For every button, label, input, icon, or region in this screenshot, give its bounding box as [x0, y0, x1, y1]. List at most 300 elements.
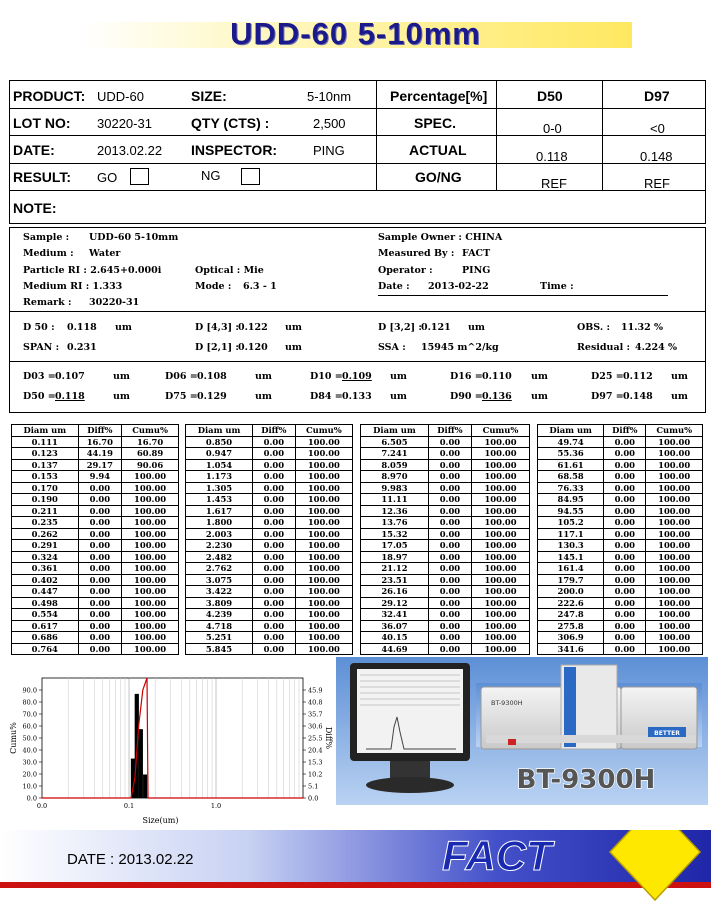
y-tick-label: 60.0	[22, 722, 37, 731]
product-value: UDD-60	[97, 89, 144, 104]
table-cell: 2.762	[186, 563, 253, 575]
date-value-report: 2013-02-22	[428, 281, 489, 292]
optical: Optical : Mie	[195, 265, 264, 276]
table-cell: 0.00	[428, 494, 471, 506]
analysis-report	[9, 227, 706, 413]
p-d50-label: D50 =	[23, 391, 56, 402]
table-cell: 0.262	[12, 528, 79, 540]
table-cell: 0.00	[428, 448, 471, 460]
table-row	[361, 551, 530, 563]
table-cell: 0.00	[604, 609, 646, 621]
table-cell: 9.983	[361, 482, 429, 494]
table-cell: 0.00	[428, 505, 471, 517]
table-cell: 0.00	[604, 551, 646, 563]
y-tick-label: 50.0	[22, 734, 37, 743]
fact-logo: FACT	[442, 832, 552, 879]
table-cell: 0.00	[253, 540, 296, 552]
table-cell: 49.74	[538, 436, 604, 448]
page-title: UDD-60 5-10mm	[230, 16, 481, 51]
column-header: Diff%	[604, 425, 646, 437]
table-cell: 0.00	[428, 528, 471, 540]
table-cell: 0.00	[253, 528, 296, 540]
table-row	[12, 448, 179, 460]
product-label: PRODUCT:	[13, 88, 86, 104]
table-cell: 0.00	[253, 563, 296, 575]
table-row	[186, 597, 353, 609]
y2-tick-label: 30.6	[308, 722, 323, 731]
table-row	[12, 563, 179, 575]
table-cell: 0.00	[428, 551, 471, 563]
device-model-small: BT-9300H	[491, 699, 523, 707]
table-cell: 84.95	[538, 494, 604, 506]
table-cell: 0.235	[12, 517, 79, 529]
unit: um	[671, 371, 688, 382]
table-row	[12, 632, 179, 644]
table-cell: 0.498	[12, 597, 79, 609]
p-d06-label: D06 =	[165, 371, 198, 382]
table-cell: 0.00	[604, 471, 646, 483]
table-cell: 100.00	[122, 505, 179, 517]
table-row	[186, 448, 353, 460]
y2-tick-label: 0.0	[308, 794, 319, 803]
table-cell: 5.251	[186, 632, 253, 644]
p-d16-label: D16 =	[450, 371, 483, 382]
table-row	[361, 632, 530, 644]
table-cell: 0.947	[186, 448, 253, 460]
table-cell: 0.190	[12, 494, 79, 506]
table-cell: 1.617	[186, 505, 253, 517]
table-row	[361, 574, 530, 586]
table-row	[186, 471, 353, 483]
table-cell: 0.00	[253, 436, 296, 448]
table-cell: 18.97	[361, 551, 429, 563]
p-d10-value: 0.109	[342, 371, 372, 382]
table-cell: 21.12	[361, 563, 429, 575]
table-cell: 12.36	[361, 505, 429, 517]
table-row	[538, 586, 703, 598]
table-cell: 0.00	[604, 436, 646, 448]
table-cell: 100.00	[295, 448, 352, 460]
table-cell: 200.0	[538, 586, 604, 598]
table-cell: 100.00	[472, 448, 530, 460]
y-tick-label: 90.0	[22, 686, 37, 695]
p-d16-value: 0.110	[482, 371, 512, 382]
table-row	[12, 609, 179, 621]
mode-value: 6.3 - 1	[243, 281, 277, 292]
table-cell: 0.00	[428, 517, 471, 529]
table-cell: 100.00	[122, 494, 179, 506]
table-row	[538, 551, 703, 563]
table-row	[12, 574, 179, 586]
table-cell: 100.00	[472, 528, 530, 540]
y-tick-label: 70.0	[22, 710, 37, 719]
p-d25-label: D25 =	[591, 371, 624, 382]
table-row	[186, 459, 353, 471]
table-cell: 8.059	[361, 459, 429, 471]
table-cell: 0.00	[253, 551, 296, 563]
header-row-divider	[10, 108, 705, 109]
unit: um	[671, 391, 688, 402]
table-cell: 4.718	[186, 620, 253, 632]
actual-d97: 0.148	[640, 149, 673, 164]
d97-header: D97	[644, 88, 670, 104]
ref-d50: REF	[541, 176, 567, 191]
table-cell: 100.00	[646, 597, 703, 609]
table-cell: 13.76	[361, 517, 429, 529]
unit: um	[255, 371, 272, 382]
table-cell: 6.505	[361, 436, 429, 448]
table-cell: 0.686	[12, 632, 79, 644]
sample-value: UDD-60 5-10mm	[89, 232, 179, 243]
header-col-divider	[376, 81, 377, 190]
size-table-3	[360, 424, 530, 655]
unit: um	[113, 391, 130, 402]
table-cell: 100.00	[122, 517, 179, 529]
report-rule	[378, 295, 668, 296]
table-cell: 100.00	[646, 436, 703, 448]
table-cell: 100.00	[122, 597, 179, 609]
table-row	[538, 563, 703, 575]
table-cell: 0.170	[12, 482, 79, 494]
mode-label: Mode :	[195, 281, 232, 292]
ng-checkbox[interactable]	[241, 168, 260, 185]
p-d10-label: D10 =	[310, 371, 343, 382]
table-cell: 0.00	[253, 517, 296, 529]
y-axis-label: Cumu%	[9, 722, 18, 754]
table-cell: 100.00	[646, 643, 703, 655]
table-row	[186, 551, 353, 563]
table-cell: 17.05	[361, 540, 429, 552]
table-row	[361, 459, 530, 471]
table-cell: 0.00	[604, 517, 646, 529]
table-row	[186, 517, 353, 529]
ref-d97: REF	[644, 176, 670, 191]
table-cell: 100.00	[122, 563, 179, 575]
date-label-report: Date :	[378, 281, 410, 292]
table-cell: 0.00	[604, 620, 646, 632]
table-cell: 161.4	[538, 563, 604, 575]
column-header: Cumu%	[646, 425, 703, 437]
table-row	[361, 482, 530, 494]
operator-value: PING	[462, 265, 491, 276]
go-checkbox[interactable]	[130, 168, 149, 185]
table-cell: 0.00	[253, 609, 296, 621]
table-cell: 100.00	[122, 632, 179, 644]
y2-tick-label: 10.2	[308, 770, 323, 779]
table-cell: 100.00	[295, 632, 352, 644]
y-tick-label: 80.0	[22, 698, 37, 707]
table-cell: 0.850	[186, 436, 253, 448]
result-label: RESULT:	[13, 169, 72, 185]
span-label: SPAN :	[23, 342, 60, 353]
table-row	[12, 586, 179, 598]
column-header: Diff%	[428, 425, 471, 437]
table-cell: 2.482	[186, 551, 253, 563]
table-cell: 0.00	[78, 505, 122, 517]
y2-tick-label: 15.3	[308, 758, 323, 767]
table-cell: 100.00	[646, 540, 703, 552]
table-cell: 247.8	[538, 609, 604, 621]
table-cell: 100.00	[122, 609, 179, 621]
table-cell: 100.00	[472, 563, 530, 575]
table-cell: 0.00	[604, 632, 646, 644]
footer-date: DATE : 2013.02.22	[67, 851, 194, 868]
table-cell: 44.69	[361, 643, 429, 655]
y2-tick-label: 40.8	[308, 698, 323, 707]
table-cell: 100.00	[646, 551, 703, 563]
table-cell: 0.00	[253, 620, 296, 632]
table-cell: 0.00	[78, 632, 122, 644]
table-row	[12, 471, 179, 483]
table-cell: 0.324	[12, 551, 79, 563]
table-cell: 2.003	[186, 528, 253, 540]
table-cell: 36.07	[361, 620, 429, 632]
table-cell: 0.00	[253, 459, 296, 471]
p-d97-label: D97 =	[591, 391, 624, 402]
table-row	[186, 563, 353, 575]
table-cell: 1.800	[186, 517, 253, 529]
remark-label: Remark :	[23, 297, 72, 308]
table-cell: 0.00	[253, 632, 296, 644]
d50-header: D50	[537, 88, 563, 104]
y2-tick-label: 45.9	[308, 686, 323, 695]
table-cell: 100.00	[472, 643, 530, 655]
table-cell: 0.00	[78, 551, 122, 563]
operator-label: Operator :	[378, 265, 433, 276]
p-d97-value: 0.148	[623, 391, 653, 402]
residual-label: Residual :	[577, 342, 631, 353]
d21-value: 0.120	[238, 342, 268, 353]
table-cell: 0.123	[12, 448, 79, 460]
table-cell: 100.00	[295, 643, 352, 655]
table-cell: 179.7	[538, 574, 604, 586]
table-row	[361, 448, 530, 460]
table-cell: 0.00	[428, 563, 471, 575]
d32-value: 0.121	[421, 322, 451, 333]
instrument-label: BT-9300H	[516, 765, 656, 795]
table-cell: 9.94	[78, 471, 122, 483]
table-cell: 100.00	[472, 517, 530, 529]
unit: um	[531, 391, 548, 402]
table-cell: 0.00	[78, 586, 122, 598]
table-cell: 0.00	[604, 540, 646, 552]
table-header-row	[12, 425, 179, 437]
table-row	[186, 494, 353, 506]
column-header: Cumu%	[122, 425, 179, 437]
table-cell: 0.00	[604, 597, 646, 609]
lot-label: LOT NO:	[13, 115, 71, 131]
table-cell: 0.153	[12, 471, 79, 483]
table-cell: 100.00	[295, 471, 352, 483]
table-row	[538, 528, 703, 540]
table-cell: 0.00	[604, 563, 646, 575]
table-cell: 0.00	[428, 632, 471, 644]
p-d03-label: D03 =	[23, 371, 56, 382]
table-row	[361, 436, 530, 448]
table-cell: 100.00	[646, 459, 703, 471]
unit: um	[113, 371, 130, 382]
table-cell: 100.00	[122, 586, 179, 598]
table-cell: 4.239	[186, 609, 253, 621]
table-cell: 16.70	[122, 436, 179, 448]
table-row	[538, 643, 703, 655]
table-cell: 100.00	[472, 597, 530, 609]
table-cell: 0.447	[12, 586, 79, 598]
table-cell: 117.1	[538, 528, 604, 540]
p-d25-value: 0.112	[623, 371, 653, 382]
table-cell: 0.00	[253, 505, 296, 517]
table-cell: 100.00	[472, 632, 530, 644]
medium-ri: Medium RI : 1.333	[23, 281, 123, 292]
table-cell: 0.00	[604, 528, 646, 540]
p-d84-label: D84 =	[310, 391, 343, 402]
table-cell: 100.00	[646, 632, 703, 644]
table-cell: 0.211	[12, 505, 79, 517]
y2-tick-label: 25.5	[308, 734, 323, 743]
residual-value: 4.224 %	[635, 342, 678, 353]
table-cell: 100.00	[295, 505, 352, 517]
time-label: Time :	[540, 281, 574, 292]
table-cell: 100.00	[472, 494, 530, 506]
table-cell: 0.00	[253, 448, 296, 460]
lot-value: 30220-31	[97, 116, 152, 131]
table-cell: 100.00	[122, 540, 179, 552]
table-row	[12, 517, 179, 529]
go-label: GO	[97, 170, 118, 185]
table-cell: 0.00	[78, 597, 122, 609]
table-cell: 0.00	[78, 609, 122, 621]
table-cell: 100.00	[646, 482, 703, 494]
table-cell: 0.00	[604, 574, 646, 586]
ssa-label: SSA :	[378, 342, 406, 353]
table-cell: 0.00	[253, 494, 296, 506]
sample-owner: Sample Owner : CHINA	[378, 232, 503, 243]
table-row	[361, 505, 530, 517]
table-cell: 100.00	[646, 563, 703, 575]
table-header-row	[538, 425, 703, 437]
table-cell: 3.075	[186, 574, 253, 586]
table-cell: 100.00	[472, 459, 530, 471]
qty-value: 2,500	[313, 116, 346, 131]
table-row	[361, 609, 530, 621]
table-row	[361, 471, 530, 483]
table-cell: 55.36	[538, 448, 604, 460]
inspector-label: INSPECTOR:	[191, 142, 278, 158]
table-cell: 0.00	[604, 643, 646, 655]
ng-label: NG	[201, 168, 221, 183]
table-cell: 0.00	[78, 540, 122, 552]
table-cell: 275.8	[538, 620, 604, 632]
column-header: Diam um	[12, 425, 79, 437]
table-cell: 0.00	[253, 574, 296, 586]
table-row	[361, 528, 530, 540]
table-cell: 1.453	[186, 494, 253, 506]
table-cell: 44.19	[78, 448, 122, 460]
table-cell: 40.15	[361, 632, 429, 644]
table-cell: 0.00	[604, 482, 646, 494]
size-label: SIZE:	[191, 88, 227, 104]
diamond-logo-icon	[610, 830, 700, 900]
table-row	[186, 436, 353, 448]
unit: um	[390, 371, 407, 382]
table-cell: 26.16	[361, 586, 429, 598]
table-row	[186, 574, 353, 586]
percentage-label: Percentage[%]	[390, 88, 488, 104]
table-row	[12, 528, 179, 540]
table-cell: 0.00	[78, 574, 122, 586]
table-cell: 15.32	[361, 528, 429, 540]
table-cell: 100.00	[122, 471, 179, 483]
table-cell: 100.00	[295, 620, 352, 632]
table-cell: 130.3	[538, 540, 604, 552]
span-value: 0.231	[67, 342, 97, 353]
table-cell: 0.00	[253, 597, 296, 609]
table-row	[186, 540, 353, 552]
table-cell: 100.00	[122, 574, 179, 586]
table-cell: 100.00	[122, 551, 179, 563]
y2-tick-label: 20.4	[308, 746, 323, 755]
size-table-2	[185, 424, 353, 655]
footer-red-stripe	[0, 882, 711, 888]
table-cell: 68.58	[538, 471, 604, 483]
table-row	[361, 597, 530, 609]
table-row	[538, 609, 703, 621]
column-header: Diff%	[78, 425, 122, 437]
measured-by-label: Measured By :	[378, 248, 455, 259]
table-cell: 0.00	[253, 586, 296, 598]
table-row	[538, 494, 703, 506]
sample-label: Sample :	[23, 232, 70, 243]
table-cell: 100.00	[646, 505, 703, 517]
report-divider	[10, 311, 705, 312]
table-row	[12, 459, 179, 471]
table-cell: 0.00	[428, 459, 471, 471]
table-cell: 100.00	[472, 620, 530, 632]
table-cell: 23.51	[361, 574, 429, 586]
p-d75-value: 0.129	[197, 391, 227, 402]
table-cell: 0.137	[12, 459, 79, 471]
table-cell: 100.00	[472, 609, 530, 621]
table-cell: 100.00	[646, 494, 703, 506]
table-row	[186, 586, 353, 598]
table-cell: 0.291	[12, 540, 79, 552]
table-cell: 100.00	[472, 505, 530, 517]
table-cell: 145.1	[538, 551, 604, 563]
p-d84-value: 0.133	[342, 391, 372, 402]
table-row	[361, 517, 530, 529]
particle-ri: Particle RI : 2.645+0.000i	[23, 265, 162, 276]
table-cell: 100.00	[122, 620, 179, 632]
table-cell: 7.241	[361, 448, 429, 460]
table-row	[12, 551, 179, 563]
table-cell: 0.00	[253, 471, 296, 483]
note-label: NOTE:	[13, 200, 57, 216]
p-d03-value: 0.107	[55, 371, 85, 382]
y-tick-label: 40.0	[22, 746, 37, 755]
table-cell: 3.422	[186, 586, 253, 598]
table-cell: 222.6	[538, 597, 604, 609]
table-cell: 100.00	[646, 517, 703, 529]
table-cell: 100.00	[122, 643, 179, 655]
table-row	[538, 620, 703, 632]
column-header: Diam um	[538, 425, 604, 437]
table-cell: 2.230	[186, 540, 253, 552]
remark-value: 30220-31	[89, 297, 140, 308]
table-cell: 3.809	[186, 597, 253, 609]
size-table-4	[537, 424, 703, 655]
table-row	[186, 505, 353, 517]
table-header-row	[186, 425, 353, 437]
